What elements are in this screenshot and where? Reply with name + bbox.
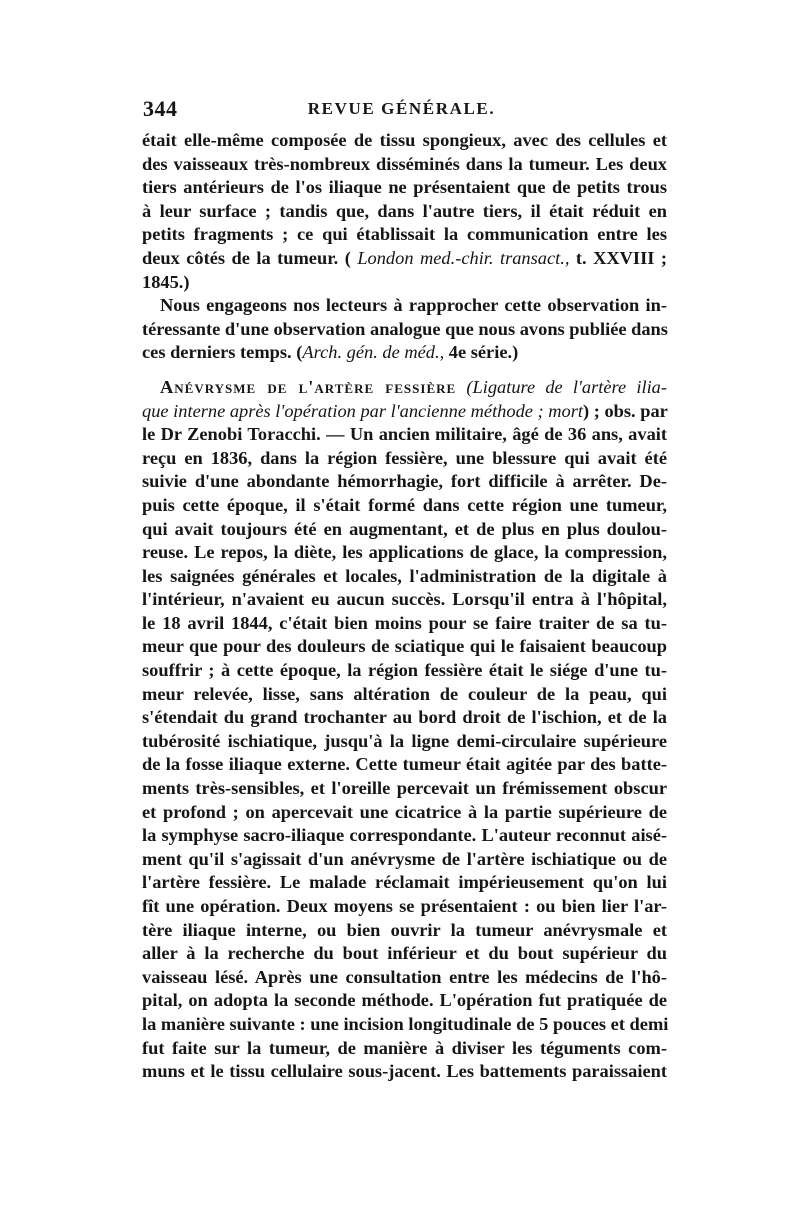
text-line: meur relevée, lisse, sans altération de couleur de la peau, qui — [142, 683, 667, 704]
body-text — [142, 129, 667, 1084]
text-line: de la fosse iliaque externe. Cette tumeur était agitée par des batte- — [142, 754, 667, 775]
text-line: l'intérieur, n'avaient eu aucun succès. Lorsqu'il entra à l'hôpital, — [142, 589, 667, 610]
paragraph-3-lines — [142, 423, 667, 1084]
paragraph-2 — [142, 294, 667, 365]
text-line: téressante d'une observation analogue que nous avons publiée dans — [142, 318, 668, 339]
text-line: tère iliaque interne, ou bien ouvrir la tumeur anévrysmale et — [142, 919, 667, 940]
text-line: fît une opération. Deux moyens se présentaient : ou bien lier l'ar- — [142, 896, 667, 916]
text-line: muns et le tissu cellulaire sous-jacent. Les battements paraissaient — [142, 1061, 667, 1082]
text-line: Anévrysme de l'artère fessière (Ligature de l'artère ilia- — [160, 376, 668, 397]
text-line: pital, on adopta la seconde méthode. L'opération fut pratiquée de — [142, 990, 667, 1011]
page-header — [143, 96, 660, 130]
text-line: à leur surface ; tandis que, dans l'autre tiers, il était réduit en — [142, 200, 667, 221]
text-line: aller à la recherche du bout inférieur et du bout supérieur du — [142, 943, 667, 964]
text-line: ces derniers temps. (Arch. gén. de méd., 4e série.) — [142, 342, 519, 363]
text-line: reçu en 1836, dans la région fessière, une blessure qui avait été — [142, 447, 667, 468]
text-line: le 18 avril 1844, c'était bien moins pour se faire traiter de sa tu- — [142, 612, 667, 633]
text-line: vaisseau lésé. Après une consultation entre les médecins de l'hô- — [142, 966, 667, 987]
text-line: le Dr Zenobi Toracchi. — Un ancien militaire, âgé de 36 ans, avait — [142, 424, 667, 445]
paragraph-1 — [142, 129, 667, 294]
text-line: souffrir ; à cette époque, la région fessière était le siége d'une tu- — [142, 660, 667, 681]
citation-italic: London med.-chir. transact., — [357, 247, 570, 268]
text-line: la symphyse sacro-iliaque correspondante. L'auteur reconnut aisé- — [142, 825, 667, 846]
text-line: des vaisseaux très-nombreux disséminés dans la tumeur. Les deux — [142, 153, 667, 174]
text-line: la manière suivante : une incision longitudinale de 5 pouces et demi — [142, 1013, 669, 1034]
text-line: tubérosité ischiatique, jusqu'à la ligne demi-circulaire supérieure — [142, 730, 667, 751]
text-line: petits fragments ; ce qui établissait la communication entre les — [142, 224, 667, 245]
text-line: suivie d'une abondante hémorrhagie, fort difficile à arrêter. De- — [142, 471, 667, 492]
text-line: qui avait toujours été en augmentant, et de plus en plus doulou- — [142, 518, 667, 539]
running-head: REVUE GÉNÉRALE. — [307, 99, 496, 118]
text-line: reuse. Le repos, la diète, les applications de glace, la compression, — [142, 542, 667, 563]
citation-italic: Arch. gén. de méd., — [302, 342, 445, 363]
text-line: 1845.) — [142, 271, 190, 292]
text-line: était elle-même composée de tissu spongieux, avec des cellules et — [142, 130, 667, 150]
article-heading: Anévrysme de l'artère fessière — [160, 376, 457, 397]
text-line: que interne après l'opération par l'ancienne méthode ; mort) ; obs. par — [142, 400, 668, 421]
text-line: deux côtés de la tumeur. ( London med.-chir. transact., t. XXVIII ; — [142, 247, 667, 268]
paragraph-3 — [142, 376, 667, 1084]
text-line: et profond ; on apercevait une cicatrice à la partie supérieure de — [142, 801, 667, 822]
page-number: 344 — [143, 96, 178, 121]
text-line: ments très-sensibles, et l'oreille percevait un frémissement obscur — [142, 778, 667, 799]
text-line: Nous engageons nos lecteurs à rapprocher cette observation in- — [160, 295, 667, 316]
text-line: tiers antérieurs de l'os iliaque ne présentaient que de petits trous — [142, 177, 667, 198]
text-line: puis cette époque, il s'était formé dans cette région une tumeur, — [142, 494, 667, 515]
text-line: les saignées générales et locales, l'administration de la digitale à — [142, 565, 667, 586]
text-line: ment qu'il s'agissait d'un anévrysme de l'artère ischiatique ou de — [142, 848, 667, 869]
text-line: meur que pour des douleurs de sciatique qui le faisaient beaucoup — [142, 636, 667, 657]
text-line: l'artère fessière. Le malade réclamait impérieusement qu'on lui — [142, 872, 667, 893]
text-line: s'étendait du grand trochanter au bord droit de l'ischion, et de la — [142, 707, 667, 728]
text-line: fut faite sur la tumeur, de manière à diviser les téguments com- — [142, 1037, 667, 1058]
